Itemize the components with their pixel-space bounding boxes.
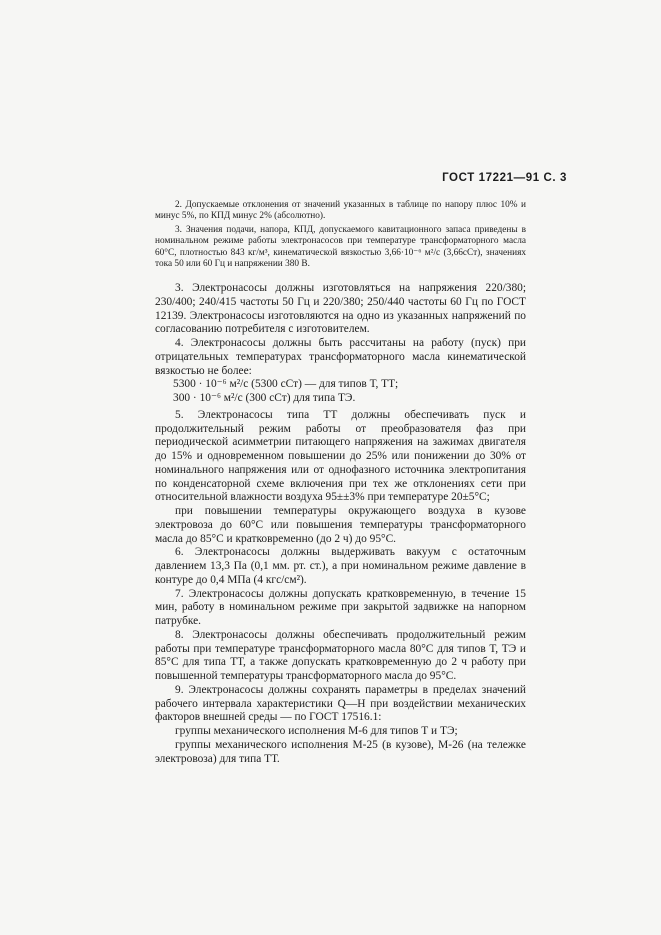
paragraph-9-item-1: группы механического исполнения М-6 для типов Т и ТЭ; <box>175 725 458 737</box>
paragraph-4: 4. Электронасосы должны быть рассчитаны на работу (пуск) при отрицательных температурах трансформаторного масла кинематической вязкостью не более: <box>155 337 526 377</box>
paragraph-7: 7. Электронасосы должны допускать кратковременную, в течение 15 мин, работу в номинальном режиме при закрытой задвижке на напорном патрубке. <box>155 587 526 627</box>
paragraph-3: 3. Электронасосы должны изготовляться на напряжения 220/380; 230/400; 240/415 частоты 50 Гц и 220/380; 250/440 частоты 60 Гц по ГОСТ 12139. Электронасосы изготовляются на одно из указанных напряжений по согласованию потребителя с изготовителем. <box>155 282 526 336</box>
note-3: 3. Значения подачи, напора, КПД, допускаемого кавитационного запаса приведены в номинальном режиме работы электронасосов при температуре трансформаторного масла 60°С, плотностью 843 кг/м³, кинематической вязкостью 3,66·10⁻⁶ м²/с (3,66сСт), значениях тока 50 или 60 Гц и напряжении 380 В. <box>155 224 526 270</box>
table-notes <box>155 200 526 270</box>
paragraph-8: 8. Электронасосы должны обеспечивать продолжительный режим работы при температуре трансформаторного масла 80°С для типов Т, ТЭ и 85°С для типа ТТ, а также допускать кратковременную до 2 ч работу при повышенной температуры трансформаторного масла до 95°С. <box>155 628 526 682</box>
paragraph-9: 9. Электронасосы должны сохранять параметры в пределах значений рабочего интервала характеристики Q—H при воздействии механических факторов внешней среды — по ГОСТ 17516.1: <box>155 683 526 724</box>
paragraph-5: 5. Электронасосы типа ТТ должны обеспечивать пуск и продолжительный режим работы от преобразователя фаз при периодической асимметрии питающего напряжения на зажимах двигателя до 15% и одновременном повышении до 25% или понижении до 30% от номинального напряжения или от однофазного источника электропитания по конденсаторной схеме включения при тех же отклонениях сети при относительной влажности воздуха 95±±3% при температуре 20±5°С; <box>155 408 526 504</box>
paragraph-9-item-2: группы механического исполнения М-25 (в кузове), М-26 (на тележке электровоза) для типа ТТ. <box>155 738 526 765</box>
paragraph-6: 6. Электронасосы должны выдерживать вакуум с остаточным давлением 13,3 Па (0,1 мм. рт. ст.), а при номинальном режиме давление в контуре до 0,4 МПа (4 кгс/см²). <box>155 546 526 586</box>
paragraph-5-continued: при повышении температуры окружающего воздуха в кузове электровоза до 60°С или повышения температуры трансформаторного масла до 85°С и кратковременно (до 2 ч) до 95°С. <box>155 505 526 545</box>
viscosity-limit-te: 300 · 10⁻⁶ м²/с (300 сСт) для типа ТЭ. <box>173 392 356 404</box>
page-header: ГОСТ 17221—91 С. 3 <box>442 172 567 184</box>
viscosity-limit-t-tt: 5300 · 10⁻⁶ м²/с (5300 сСт) — для типов Т, ТТ; <box>173 378 399 391</box>
note-2: 2. Допускаемые отклонения от значений указанных в таблице по напору плюс 10% и минус 5%, по КПД минус 2% (абсолютно). <box>155 200 526 222</box>
document-body <box>155 282 526 766</box>
